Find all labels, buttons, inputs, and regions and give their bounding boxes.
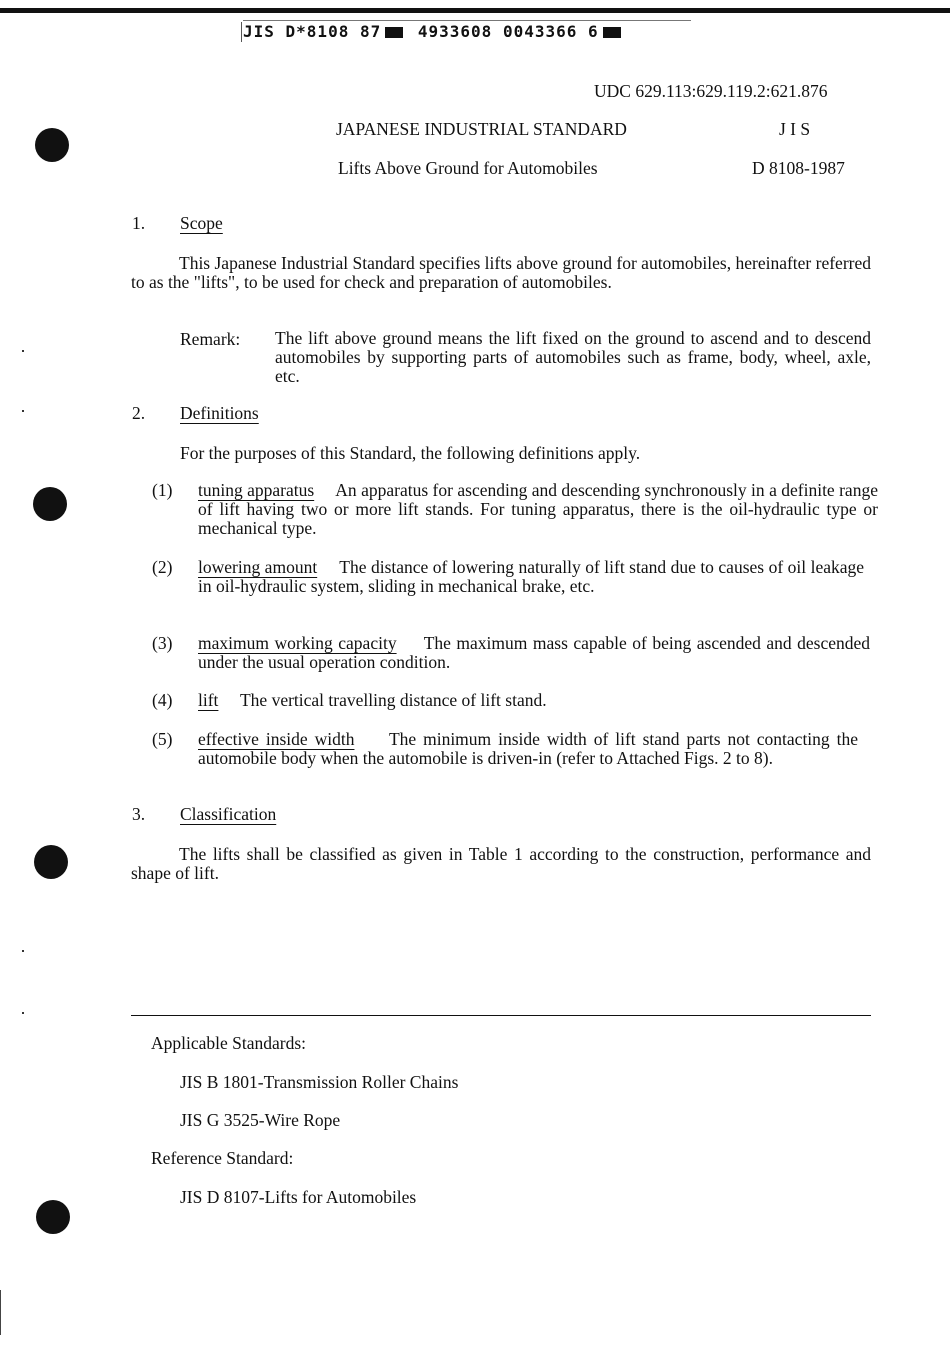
applicable-standard-item: JIS G 3525-Wire Rope [180,1110,341,1130]
scan-top-bar [0,8,950,13]
definition-item [152,730,878,790]
applicable-standard-item: JIS B 1801-Transmission Roller Chains [180,1072,459,1092]
definition-body [198,691,870,710]
remark-text: The lift above ground means the lift fixed on the ground to ascend and to descend automobiles by supporting parts of automobiles such as frame, body, wheel, axle, etc. [275,328,871,386]
definition-item [152,481,878,541]
classification-paragraph: The lifts shall be classified as given in Table 1 according to the construction, performance and shape of lift. [131,844,871,883]
definition-term: lift [198,690,219,710]
definition-number: (3) [152,633,173,653]
definition-body [198,558,864,596]
definition-item [152,558,878,618]
punch-hole-icon [34,845,68,879]
definition-body [198,730,858,768]
definition-text: The minimum inside width of lift stand parts not contacting the automobile body when the automobile is driven-in (refer to Attached Figs. 2 to 8). [198,729,859,768]
definition-text: The vertical travelling distance of lift stand. [239,690,547,710]
code-rule [243,20,691,21]
definition-term: effective inside width [198,729,355,749]
definition-number: (1) [152,480,173,500]
definition-term: tuning apparatus [198,480,315,500]
page-title: Lifts Above Ground for Automobiles [338,158,598,178]
code-bar [241,22,242,42]
definition-number: (5) [152,729,173,749]
definition-text: The distance of lowering naturally of lift stand due to causes of oil leakage in oil-hydraulic system, sliding in mechanical brake, etc. [198,557,865,596]
catalog-code-1: JIS D*8108 87 [243,22,382,41]
definition-item [152,691,878,711]
section-number: 1. [132,213,146,233]
section-heading-classification: Classification [180,804,277,824]
section-heading-definitions: Definitions [180,403,259,423]
footer-rule [131,1015,871,1016]
punch-hole-icon [36,1200,70,1234]
punch-hole-icon [33,487,67,521]
punch-hole-icon [35,128,69,162]
black-block-icon [385,27,403,38]
scan-speck [22,950,24,952]
definition-item [152,634,878,674]
section-number: 2. [132,403,146,423]
definition-body [198,634,870,672]
definition-text: The maximum mass capable of being ascended and descended under the usual operation condition. [198,633,871,672]
scan-speck [22,350,24,352]
black-block-icon [603,27,621,38]
udc-number: UDC 629.113:629.119.2:621.876 [594,81,828,101]
reference-standard-item: JIS D 8107-Lifts for Automobiles [180,1187,417,1207]
section-heading-scope: Scope [180,213,223,233]
scan-edge [0,1290,1,1335]
catalog-code-line [243,22,625,41]
scan-speck [22,1012,24,1014]
scan-speck [22,410,24,412]
standard-name: JAPANESE INDUSTRIAL STANDARD [336,119,627,139]
definition-body [198,481,878,538]
definition-term: lowering amount [198,557,318,577]
definition-text: An apparatus for ascending and descending synchronously in a definite range of lift having two or more lift stands. For tuning apparatus, there is the oil-hydraulic type or mechanical type. [198,480,878,538]
section-number: 3. [132,804,146,824]
applicable-standards-label: Applicable Standards: [151,1033,307,1053]
scope-paragraph: This Japanese Industrial Standard specifies lifts above ground for automobiles, hereinafter referred to as the "lifts", to be used for check and preparation of automobiles. [131,253,871,292]
jis-label: J I S [779,119,811,139]
definition-term: maximum working capacity [198,633,397,653]
remark-label: Remark: [180,329,241,349]
standard-number: D 8108-1987 [752,158,845,178]
definition-number: (2) [152,557,173,577]
reference-standard-label: Reference Standard: [151,1148,294,1168]
catalog-code-2: 4933608 0043366 6 [417,22,599,41]
definition-number: (4) [152,690,173,710]
definitions-intro: For the purposes of this Standard, the following definitions apply. [180,443,641,463]
